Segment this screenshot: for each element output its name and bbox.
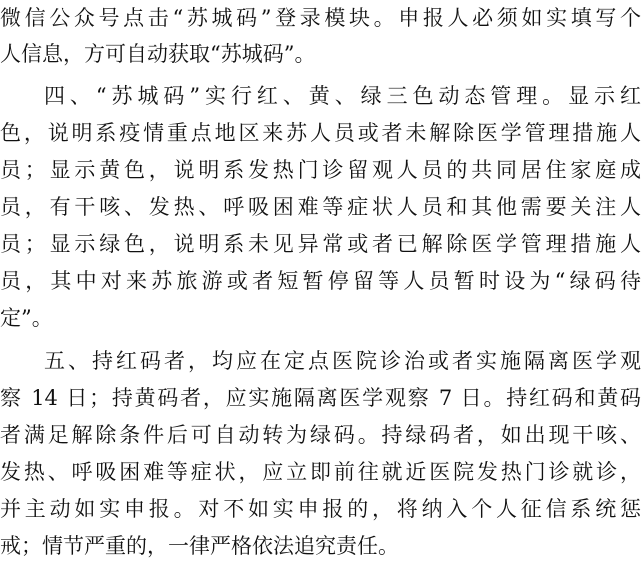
paragraph-line: 定”。 [0,306,53,330]
paragraph-line: 人信息，方可自动获取“苏城码”。 [0,42,316,66]
paragraph-line: 员；显示绿色，说明系未见异常或者已解除医学管理措施人 [0,232,641,256]
paragraph-line: 并主动如实申报。对不如实申报的，将纳入个人征信系统惩 [0,497,641,521]
paragraph-line: 发热、呼吸困难等症状，应立即前往就近医院发热门诊就诊， [0,460,641,484]
paragraph-line: 员，有干咳、发热、呼吸困难等症状人员和其他需要关注人 [0,195,641,219]
paragraph-line: 五、持红码者，均应在定点医院诊治或者实施隔离医学观 [44,349,641,373]
paragraph-line: 微信公众号点击“苏城码”登录模块。申报人必须如实填写个 [0,6,641,30]
paragraph-line: 色，说明系疫情重点地区来苏人员或者未解除医学管理措施人 [0,121,641,145]
paragraph-line: 四、“苏城码”实行红、黄、绿三色动态管理。显示红 [44,84,641,108]
paragraph-line: 员；显示黄色，说明系发热门诊留观人员的共同居住家庭成 [0,158,641,182]
paragraph-line: 察 14 日；持黄码者，应实施隔离医学观察 7 日。持红码和黄码 [0,386,641,410]
paragraph-line: 员，其中对来苏旅游或者短暂停留等人员暂时设为“绿码待 [0,269,641,293]
paragraph-line: 戒；情节严重的，一律严格依法追究责任。 [0,534,399,558]
paragraph-line: 者满足解除条件后可自动转为绿码。持绿码者，如出现干咳、 [0,423,641,447]
